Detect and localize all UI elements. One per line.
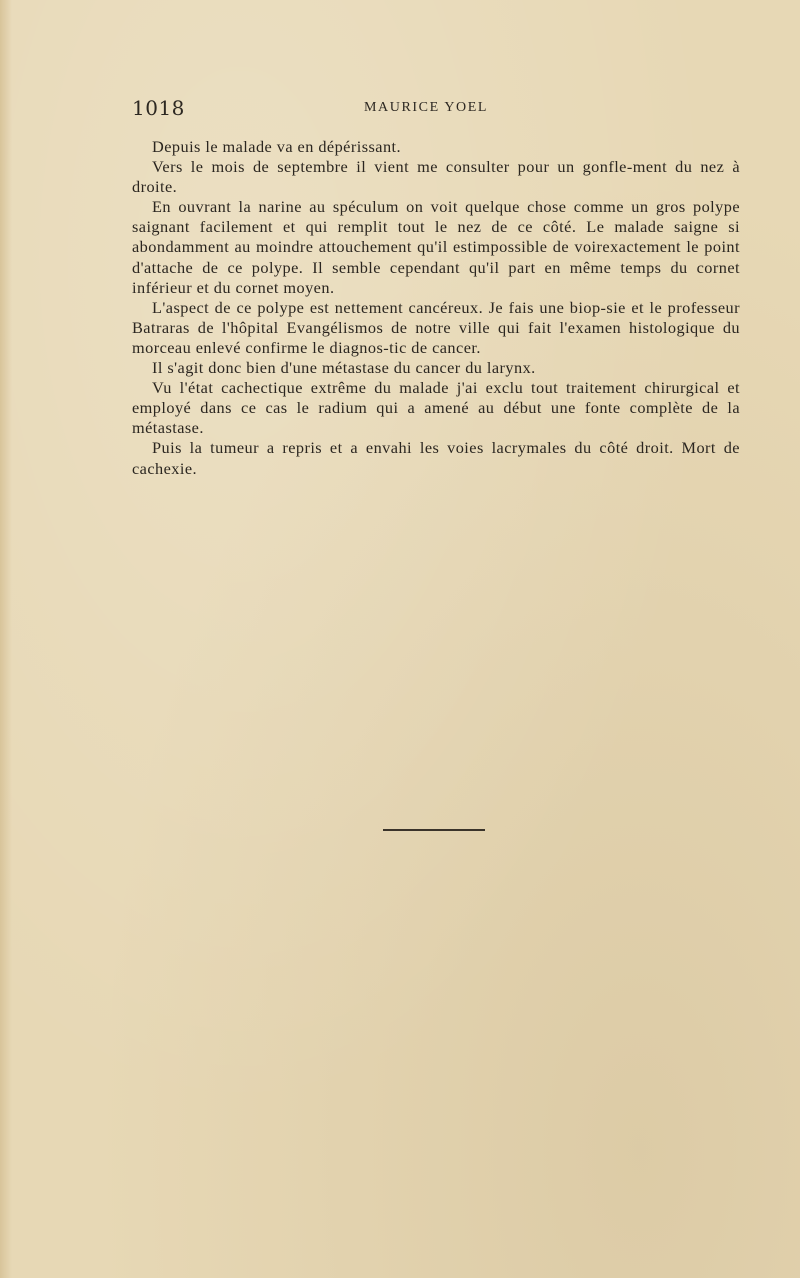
body-text (132, 137, 740, 479)
paragraph-1: Depuis le malade va en dépérissant. (152, 137, 402, 156)
paragraph-4: L'aspect de ce polype est nettement cancéreux. Je fais une biop-sie et le professeur Batraras de l'hôpital Evangélismos de notre ville qui fait l'examen histologique du morceau enlevé confirme le diagnos-tic de cancer. (132, 297, 740, 357)
paragraph-3: En ouvrant la narine au spéculum on voit quelque chose comme un gros polype saignant facilement et qui remplit tout le nez de ce côté. Le malade saigne si abondamment au moindre attouchement qu'il estimpossible de voirexactement le point d'attache de ce polype. Il semble cependant qu'il part en même temps du cornet inférieur et du cornet moyen. (132, 197, 740, 297)
paragraph-5: Il s'agit donc bien d'une métastase du cancer du larynx. (152, 358, 536, 378)
running-head-author: MAURICE YOEL (364, 100, 489, 115)
paragraph-7: Puis la tumeur a repris et a envahi les voies lacrymales du côté droit. Mort de cachexie. (132, 438, 740, 478)
end-rule (383, 829, 485, 831)
page-binding-shadow (0, 0, 12, 1278)
paragraph-6: Vu l'état cachectique extrême du malade j'ai exclu tout traitement chirurgical et employé dans ce cas le radium qui a amené au début une fonte complète de la métastase. (132, 378, 740, 438)
running-head (132, 96, 552, 120)
page-number: 1018 (132, 96, 185, 120)
paragraph-2: Vers le mois de septembre il vient me consulter pour un gonfle-ment du nez à droite. (132, 157, 740, 197)
